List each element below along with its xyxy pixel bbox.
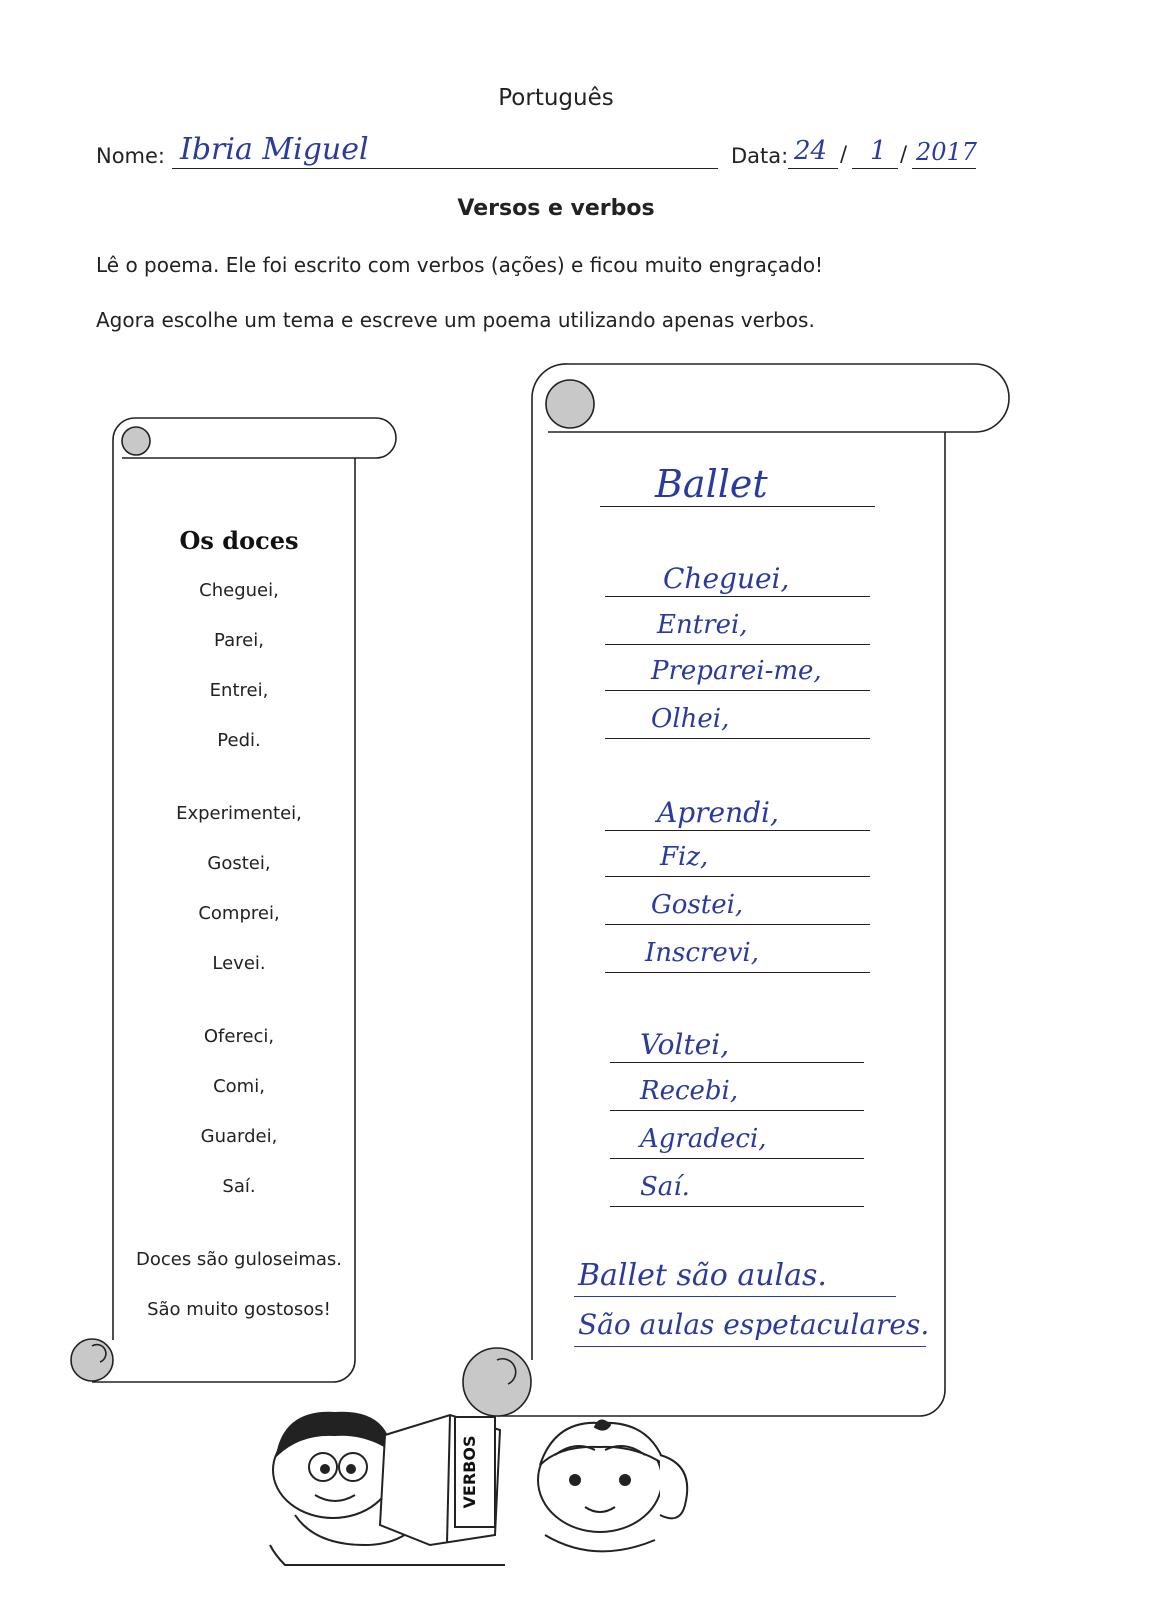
- student-verse-line[interactable]: [605, 938, 870, 973]
- student-closing-line[interactable]: [574, 1258, 896, 1297]
- date-year-handwriting: 2017: [916, 138, 978, 166]
- name-handwriting: Ibria Miguel: [180, 132, 369, 167]
- example-verse: Experimentei,: [176, 803, 302, 824]
- student-verse: Fiz,: [660, 842, 709, 872]
- student-verse: Olhei,: [651, 704, 730, 734]
- example-poem-title: Os doces: [179, 526, 299, 555]
- kids-reading-illustration: [255, 1395, 725, 1580]
- instruction-2: Agora escolhe um tema e escreve um poema utilizando apenas verbos.: [96, 308, 815, 332]
- worksheet-title: Versos e verbos: [457, 196, 655, 221]
- student-closing: Ballet são aulas.: [578, 1258, 827, 1293]
- example-verse: Cheguei,: [199, 580, 279, 601]
- student-verse: Aprendi,: [657, 796, 779, 829]
- student-verse-line[interactable]: [605, 704, 870, 739]
- instruction-1: Lê o poema. Ele foi escrito com verbos (ações) e ficou muito engraçado!: [96, 253, 824, 277]
- student-verse: Saí.: [640, 1172, 690, 1202]
- student-closing-line[interactable]: [574, 1308, 930, 1347]
- student-title-line[interactable]: [600, 462, 875, 507]
- student-verse: Voltei,: [640, 1028, 730, 1061]
- student-verse-line[interactable]: [605, 890, 870, 925]
- student-verse-line[interactable]: [610, 1172, 864, 1207]
- left-scroll: [71, 418, 396, 1382]
- student-verse-line[interactable]: [605, 656, 870, 691]
- student-poem-title: Ballet: [655, 462, 768, 506]
- student-verse-line[interactable]: [605, 796, 870, 831]
- student-closing: São aulas espetaculares.: [578, 1308, 930, 1341]
- student-verse-line[interactable]: [610, 1124, 864, 1159]
- student-verse: Preparei-me,: [651, 656, 822, 686]
- date-month-handwriting: 1: [870, 136, 887, 166]
- example-closing-line: Doces são guloseimas.: [135, 1249, 343, 1270]
- example-verse: Guardei,: [200, 1126, 278, 1147]
- date-day-handwriting: 24: [794, 136, 828, 166]
- date-separator-2: /: [900, 142, 908, 166]
- example-verse: Comi,: [213, 1076, 265, 1097]
- example-verse: Pedi.: [217, 730, 261, 751]
- example-closing-line: São muito gostosos!: [147, 1299, 331, 1320]
- student-verse: Agradeci,: [640, 1124, 767, 1154]
- student-verse-line[interactable]: [605, 842, 870, 877]
- book-label: VERBOS: [460, 1435, 479, 1509]
- student-verse: Cheguei,: [663, 562, 790, 595]
- example-verse: Parei,: [214, 630, 264, 651]
- example-verse: Saí.: [222, 1176, 256, 1197]
- example-verse: Ofereci,: [203, 1026, 275, 1047]
- student-verse-line[interactable]: [610, 1076, 864, 1111]
- example-verse: Levei.: [212, 953, 266, 974]
- student-verse-line[interactable]: [605, 562, 870, 597]
- student-verse: Entrei,: [657, 610, 748, 640]
- name-label: Nome:: [96, 144, 166, 168]
- student-verse: Gostei,: [651, 890, 744, 920]
- student-verse: Inscrevi,: [645, 938, 760, 968]
- subject-heading: Português: [498, 85, 614, 111]
- student-verse: Recebi,: [640, 1076, 739, 1106]
- student-verse-line[interactable]: [610, 1028, 864, 1063]
- example-verse: Entrei,: [209, 680, 269, 701]
- date-label: Data:: [731, 144, 789, 168]
- example-verse: Comprei,: [198, 903, 280, 924]
- date-separator-1: /: [840, 142, 848, 166]
- student-verse-line[interactable]: [605, 610, 870, 645]
- example-verse: Gostei,: [207, 853, 271, 874]
